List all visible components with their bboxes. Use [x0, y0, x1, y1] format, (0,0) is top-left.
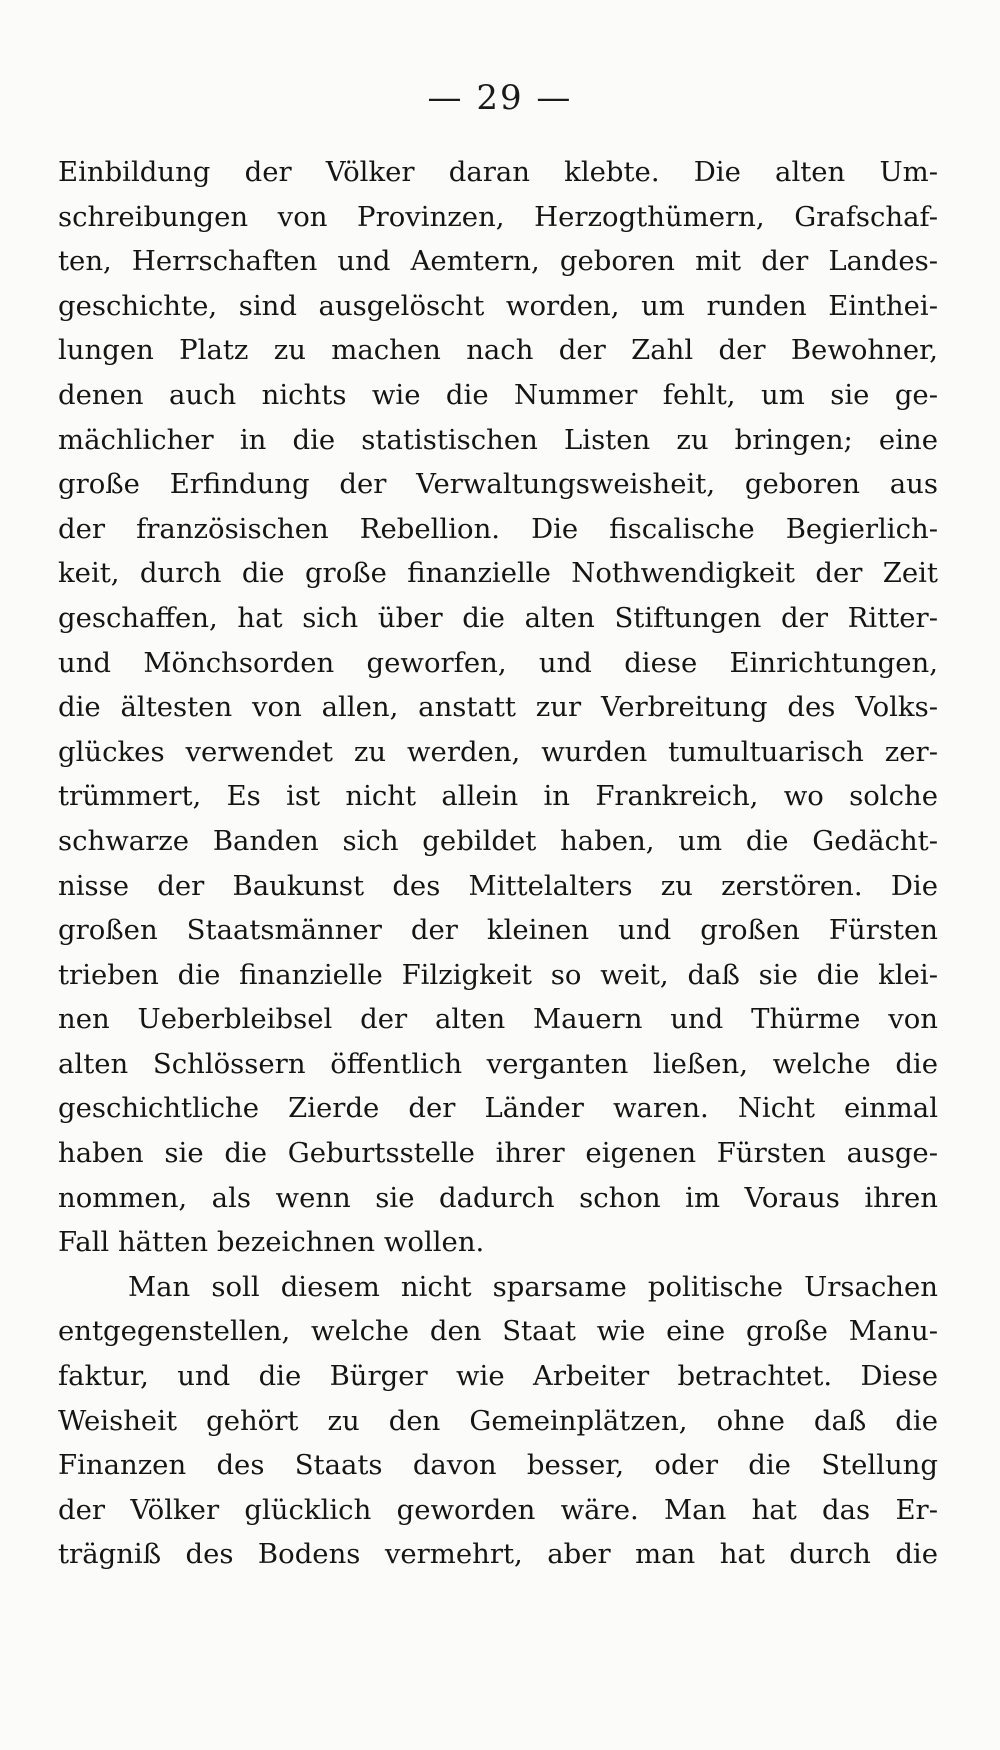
paragraph-1 [58, 150, 938, 1265]
text-line: geschichtliche Zierde der Länder waren. Nicht einmal [58, 1092, 938, 1125]
text-line: faktur, und die Bürger wie Arbeiter betrachtet. Diese [58, 1360, 938, 1393]
text-line: und Mönchsorden geworfen, und diese Einrichtungen, [58, 646, 938, 679]
text-line: trümmert, Es ist nicht allein in Frankreich, wo solche [58, 780, 938, 813]
text-line: Man soll diesem nicht sparsame politische Ursachen [128, 1270, 938, 1303]
text-line: schwarze Banden sich gebildet haben, um die Gedächt- [58, 824, 938, 857]
text-line: nisse der Baukunst des Mittelalters zu zerstören. Die [58, 869, 938, 902]
text-line: haben sie die Geburtsstelle ihrer eigenen Fürsten ausge- [58, 1137, 938, 1170]
text-line: schreibungen von Provinzen, Herzogthümern, Grafschaf- [58, 200, 938, 233]
text-line: trieben die finanzielle Filzigkeit so weit, daß sie die klei- [58, 958, 938, 991]
page-number: — 29 — [427, 78, 573, 118]
text-line: trägniß des Bodens vermehrt, aber man hat durch die [58, 1538, 938, 1571]
text-line: nommen, als wenn sie dadurch schon im Voraus ihren [58, 1181, 938, 1214]
text-line: großen Staatsmänner der kleinen und großen Fürsten [58, 914, 938, 947]
text-line: der französischen Rebellion. Die fiscalische Begierlich- [58, 512, 938, 545]
text-line: mächlicher in die statistischen Listen zu bringen; eine [58, 423, 938, 456]
text-line: geschaffen, hat sich über die alten Stiftungen der Ritter- [58, 601, 938, 634]
text-line: lungen Platz zu machen nach der Zahl der Bewohner, [58, 334, 938, 367]
body-text [58, 150, 938, 1577]
paragraph-2 [58, 1265, 938, 1577]
text-line: denen auch nichts wie die Nummer fehlt, um sie ge- [58, 378, 938, 411]
text-line: entgegenstellen, welche den Staat wie eine große Manu- [58, 1315, 938, 1348]
text-line: Fall hätten bezeichnen wollen. [58, 1226, 485, 1259]
text-line: Einbildung der Völker daran klebte. Die alten Um- [58, 156, 938, 188]
text-line: nen Ueberbleibsel der alten Mauern und Thürme von [58, 1003, 938, 1036]
text-line: glückes verwendet zu werden, wurden tumultuarisch zer- [58, 735, 938, 768]
text-line: Weisheit gehört zu den Gemeinplätzen, ohne daß die [58, 1404, 938, 1437]
text-line: die ältesten von allen, anstatt zur Verbreitung des Volks- [58, 691, 938, 724]
text-line: Finanzen des Staats davon besser, oder die Stellung [58, 1449, 938, 1482]
text-line: der Völker glücklich geworden wäre. Man hat das Er- [58, 1493, 938, 1526]
text-line: keit, durch die große finanzielle Nothwendigkeit der Zeit [58, 557, 938, 590]
text-line: geschichte, sind ausgelöscht worden, um runden Einthei- [58, 289, 938, 322]
text-line: große Erfindung der Verwaltungsweisheit, geboren aus [58, 468, 938, 501]
text-line: ten, Herrschaften und Aemtern, geboren mit der Landes- [58, 245, 938, 278]
text-line: alten Schlössern öffentlich verganten ließen, welche die [58, 1047, 938, 1080]
